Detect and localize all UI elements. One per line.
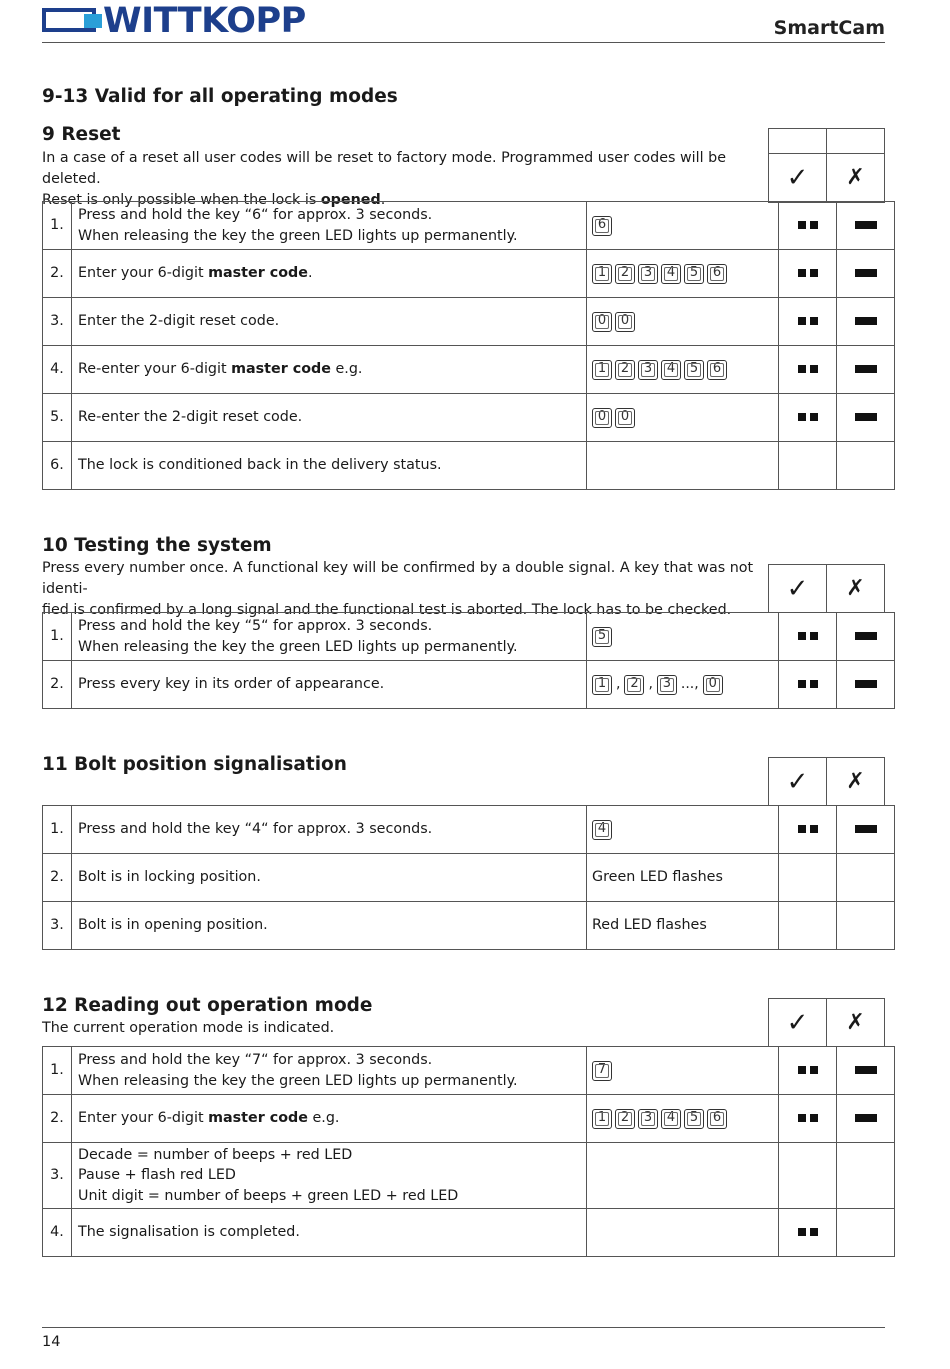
key-5: 5: [592, 627, 612, 647]
section-11-result-header: [768, 757, 885, 806]
error-signal: [837, 346, 895, 394]
key-4: 4: [661, 1109, 681, 1129]
section-12-steps-table: [42, 1046, 895, 1257]
key-2: 2: [624, 675, 644, 695]
error-signal: [837, 442, 895, 490]
error-signal: [837, 902, 895, 950]
key-7: 7: [592, 1061, 612, 1081]
long-beep-icon: [855, 1114, 877, 1122]
ok-signal: [779, 854, 837, 902]
key-0: 0: [592, 312, 612, 332]
key-6: 6: [707, 360, 727, 380]
step-text: Press and hold the key “5“ for approx. 3 seconds. When releasing the key the green LED lights up permanently.: [72, 613, 587, 661]
key-3: 3: [638, 1109, 658, 1129]
double-beep-icon: [798, 1228, 818, 1236]
key-0: 0: [615, 312, 635, 332]
key-6: 6: [592, 216, 612, 236]
long-beep-icon: [855, 221, 877, 229]
long-beep-icon: [855, 269, 877, 277]
ok-signal: [779, 202, 837, 250]
check-icon: ✓: [786, 1007, 809, 1038]
key-3: 3: [657, 675, 677, 695]
step-text: Enter your 6-digit master code e.g.: [72, 1095, 587, 1143]
section-10-intro-line-2: fied is confirmed by a long signal and the functional test is aborted. The lock has to be checked.: [42, 602, 732, 618]
cross-icon: ✗: [846, 575, 865, 601]
double-beep-icon: [798, 365, 818, 373]
key-sequence: [587, 806, 779, 854]
ok-signal: [779, 346, 837, 394]
error-signal: [837, 1143, 895, 1209]
ok-signal: [779, 613, 837, 661]
table-row: [43, 613, 895, 661]
error-signal: [837, 613, 895, 661]
section-10-title: 10 Testing the system: [42, 535, 272, 556]
page-title: 9-13 Valid for all operating modes: [42, 86, 398, 107]
check-icon: ✓: [786, 573, 809, 604]
header-rule: [42, 42, 885, 43]
step-number: 4.: [43, 1209, 72, 1257]
wittkopp-logo: [42, 1, 306, 41]
step-number: 2.: [43, 854, 72, 902]
table-row: [43, 394, 895, 442]
error-signal: [837, 1209, 895, 1257]
key-3: 3: [638, 264, 658, 284]
cross-icon: ✗: [846, 165, 865, 190]
section-9-result-header: [768, 128, 885, 203]
key-sequence: [587, 394, 779, 442]
key-0: 0: [703, 675, 723, 695]
double-beep-icon: [798, 632, 818, 640]
error-signal: [837, 298, 895, 346]
ok-signal: [779, 1209, 837, 1257]
section-11-title: 11 Bolt position signalisation: [42, 754, 347, 775]
double-beep-icon: [798, 317, 818, 325]
key-0: 0: [592, 408, 612, 428]
key-0: 0: [615, 408, 635, 428]
section-10-intro-line-1: Press every number once. A functional key will be confirmed by a double signal. A key that was not identi-: [42, 560, 754, 597]
key-5: 5: [684, 360, 704, 380]
error-signal: [837, 202, 895, 250]
footer-rule: [42, 1327, 885, 1328]
double-beep-icon: [798, 825, 818, 833]
step-text: Press and hold the key “4“ for approx. 3 seconds.: [72, 806, 587, 854]
step-number: 1.: [43, 202, 72, 250]
key-4: 4: [592, 820, 612, 840]
error-signal: [837, 806, 895, 854]
key-1: 1: [592, 264, 612, 284]
check-icon: ✓: [786, 163, 809, 193]
key-sequence: [587, 613, 779, 661]
ok-signal: [779, 806, 837, 854]
step-text: Decade = number of beeps + red LED Pause + flash red LED Unit digit = number of beeps + green LED + red LED: [72, 1143, 587, 1209]
section-11-steps-table: [42, 805, 895, 950]
ok-signal: [779, 1095, 837, 1143]
step-number: 3.: [43, 1143, 72, 1209]
key-5: 5: [684, 1109, 704, 1129]
table-row: [43, 298, 895, 346]
key-5: 5: [684, 264, 704, 284]
double-beep-icon: [798, 1114, 818, 1122]
ok-signal: [779, 250, 837, 298]
step-number: 3.: [43, 298, 72, 346]
table-row: [43, 1047, 895, 1095]
error-signal: [837, 1095, 895, 1143]
key-1: 1: [592, 675, 612, 695]
key-sequence: [587, 298, 779, 346]
table-row: [43, 1143, 895, 1209]
key-2: 2: [615, 264, 635, 284]
table-row: [43, 902, 895, 950]
double-beep-icon: [798, 1066, 818, 1074]
section-9-steps-table: [42, 201, 895, 490]
key-1: 1: [592, 1109, 612, 1129]
ok-signal: [779, 902, 837, 950]
step-text: Bolt is in opening position.: [72, 902, 587, 950]
key-sequence: [587, 1047, 779, 1095]
table-row: [43, 854, 895, 902]
key-2: 2: [615, 1109, 635, 1129]
long-beep-icon: [855, 1066, 877, 1074]
ok-signal: [779, 661, 837, 709]
section-12-intro: The current operation mode is indicated.: [42, 1020, 335, 1036]
page-number: 14: [42, 1334, 61, 1350]
step-text: Re-enter the 2-digit reset code.: [72, 394, 587, 442]
long-beep-icon: [855, 632, 877, 640]
long-beep-icon: [855, 825, 877, 833]
long-beep-icon: [855, 317, 877, 325]
key-6: 6: [707, 1109, 727, 1129]
section-10-steps-table: [42, 612, 895, 709]
error-signal: [837, 250, 895, 298]
step-number: 6.: [43, 442, 72, 490]
section-10-result-header: [768, 564, 885, 613]
led-status: Red LED flashes: [587, 902, 779, 950]
step-number: 4.: [43, 346, 72, 394]
table-row: [43, 346, 895, 394]
ok-signal: [779, 442, 837, 490]
step-text: The signalisation is completed.: [72, 1209, 587, 1257]
step-number: 3.: [43, 902, 72, 950]
ok-signal: [779, 394, 837, 442]
table-row: [43, 661, 895, 709]
double-beep-icon: [798, 221, 818, 229]
key-sequence: [587, 1095, 779, 1143]
cross-icon: ✗: [846, 768, 865, 794]
step-text: Bolt is in locking position.: [72, 854, 587, 902]
step-number: 1.: [43, 613, 72, 661]
step-number: 1.: [43, 1047, 72, 1095]
error-signal: [837, 854, 895, 902]
step-text: Press and hold the key “7“ for approx. 3 seconds. When releasing the key the green LED lights up permanently.: [72, 1047, 587, 1095]
check-icon: ✓: [786, 766, 809, 797]
key-sequence: [587, 442, 779, 490]
key-3: 3: [638, 360, 658, 380]
table-row: [43, 1209, 895, 1257]
logo-text: WITTKOPP: [103, 1, 306, 41]
section-9-intro-line-1: In a case of a reset all user codes will be reset to factory mode. Programmed user codes will be deleted.: [42, 150, 727, 187]
key-sequence: [587, 250, 779, 298]
long-beep-icon: [855, 413, 877, 421]
step-text: Re-enter your 6-digit master code e.g.: [72, 346, 587, 394]
key-sequence: [587, 1143, 779, 1209]
step-number: 2.: [43, 250, 72, 298]
table-row: [43, 202, 895, 250]
step-number: 2.: [43, 661, 72, 709]
product-name: SmartCam: [773, 17, 885, 39]
step-number: 5.: [43, 394, 72, 442]
table-row: [43, 806, 895, 854]
table-row: [43, 250, 895, 298]
table-row: [43, 1095, 895, 1143]
key-sequence: [587, 1209, 779, 1257]
key-sequence: [587, 346, 779, 394]
key-2: 2: [615, 360, 635, 380]
section-9-intro-line-2: Reset is only possible when the lock is opened.: [42, 192, 386, 208]
key-1: 1: [592, 360, 612, 380]
long-beep-icon: [855, 680, 877, 688]
step-number: 2.: [43, 1095, 72, 1143]
ok-signal: [779, 1047, 837, 1095]
key-sequence: 1 , 2 , 3 ..., 0: [587, 661, 779, 709]
table-row: [43, 442, 895, 490]
section-9-title: 9 Reset: [42, 124, 121, 145]
step-text: Enter the 2-digit reset code.: [72, 298, 587, 346]
error-signal: [837, 661, 895, 709]
key-4: 4: [661, 264, 681, 284]
step-text: Press and hold the key “6“ for approx. 3 seconds. When releasing the key the green LED lights up permanently.: [72, 202, 587, 250]
led-status: Green LED flashes: [587, 854, 779, 902]
section-12-result-header: [768, 998, 885, 1047]
step-text: Press every key in its order of appearance.: [72, 661, 587, 709]
long-beep-icon: [855, 365, 877, 373]
double-beep-icon: [798, 413, 818, 421]
step-number: 1.: [43, 806, 72, 854]
key-sequence: [587, 202, 779, 250]
double-beep-icon: [798, 269, 818, 277]
step-text: The lock is conditioned back in the delivery status.: [72, 442, 587, 490]
double-beep-icon: [798, 680, 818, 688]
error-signal: [837, 394, 895, 442]
logo-mark-icon: [42, 6, 102, 36]
ok-signal: [779, 298, 837, 346]
ok-signal: [779, 1143, 837, 1209]
step-text: Enter your 6-digit master code.: [72, 250, 587, 298]
cross-icon: ✗: [846, 1009, 865, 1035]
key-4: 4: [661, 360, 681, 380]
key-6: 6: [707, 264, 727, 284]
section-12-title: 12 Reading out operation mode: [42, 995, 373, 1016]
error-signal: [837, 1047, 895, 1095]
